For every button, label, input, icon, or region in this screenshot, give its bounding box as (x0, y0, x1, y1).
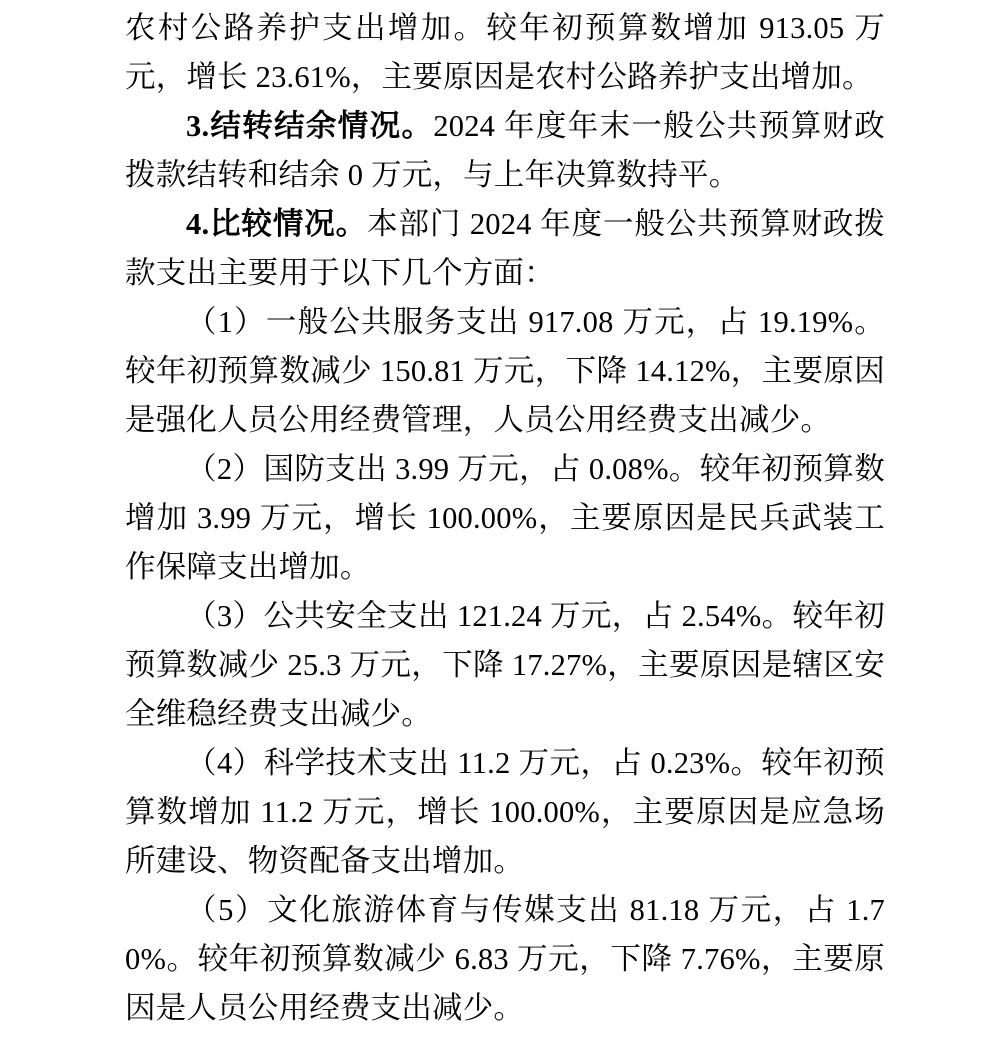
paragraph-sub-5-culture-tourism-sports-media: （5）文化旅游体育与传媒支出 81.18 万元，占 1.70%。较年初预算数减少 6.83 万元，下降 7.76%，主要原因是人员公用经费支出减少。 (125, 893, 885, 1025)
paragraph-text-item-4: 本部门 2024 年度一般公共预算财政拨款支出主要用于以下几个方面： (125, 207, 886, 290)
paragraph-item-4-comparison (125, 200, 885, 298)
paragraph-sub-4-science-technology: （4）科学技术支出 11.2 万元，占 0.23%。较年初预算数增加 11.2 万元，增长 100.00%，主要原因是应急场所建设、物资配备支出增加。 (125, 746, 885, 878)
paragraph-text-item-3: 2024 年度年末一般公共预算财政拨款结转和结余 0 万元，与上年决算数持平。 (125, 109, 885, 192)
paragraph-continued-rural-road: 农村公路养护支出增加。较年初预算数增加 913.05 万元，增长 23.61%，主要原因是农村公路养护支出增加。 (125, 11, 885, 94)
paragraph-sub-3-public-safety: （3）公共安全支出 121.24 万元，占 2.54%。较年初预算数减少 25.3 万元，下降 17.27%，主要原因是辖区安全维稳经费支出减少。 (125, 599, 885, 731)
paragraph-sub-2-national-defense: （2）国防支出 3.99 万元，占 0.08%。较年初预算数增加 3.99 万元，增长 100.00%，主要原因是民兵武装工作保障支出增加。 (125, 452, 885, 584)
paragraph-lead-item-4: 4.比较情况。 (186, 207, 368, 241)
paragraph-sub-1-general-public-service: （1）一般公共服务支出 917.08 万元，占 19.19%。较年初预算数减少 150.81 万元，下降 14.12%，主要原因是强化人员公用经费管理，人员公用经费支出减少。 (125, 305, 885, 437)
document-body (125, 0, 885, 1033)
paragraph-lead-item-3: 3.结转结余情况。 (186, 109, 434, 143)
paragraph-item-3-carryover (125, 102, 885, 200)
